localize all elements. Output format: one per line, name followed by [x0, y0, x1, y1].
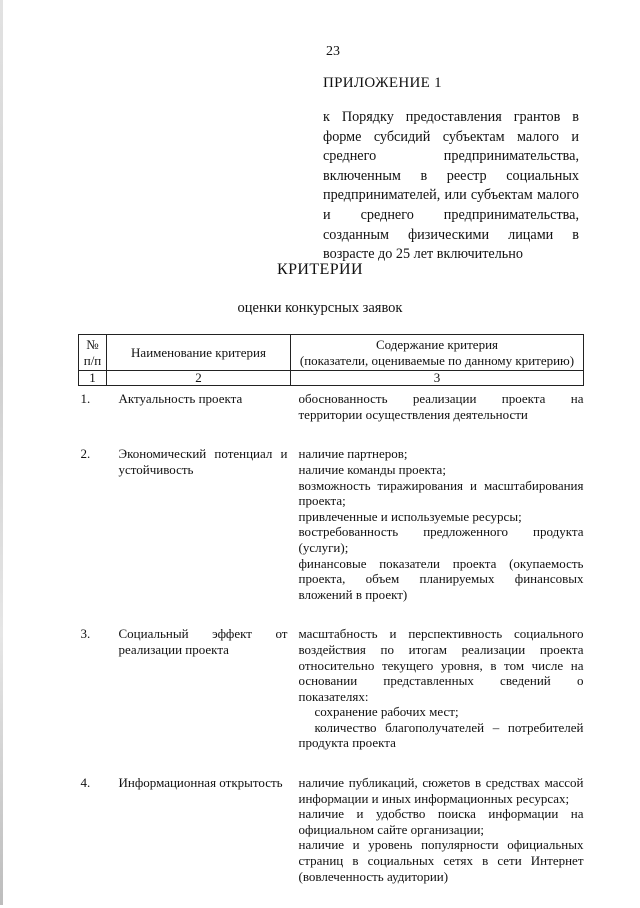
content-line: наличие и удобство поиска информации на официальном сайте организации;: [298, 806, 584, 837]
header-content-line: Содержание критерия: [375, 337, 499, 352]
criterion-content: [291, 626, 584, 775]
criterion-name: Актуальность проекта: [118, 391, 243, 407]
table-row: [79, 446, 584, 626]
column-number-row: [79, 371, 584, 386]
header-number-line: п/п: [83, 352, 102, 368]
criterion-content: [291, 775, 584, 908]
criterion-name: Экономический потенциал и устойчивость: [118, 446, 288, 477]
criterion-name: Информационная открытость: [118, 775, 283, 791]
scan-edge-shadow: [0, 0, 3, 905]
content-line: финансовые показатели проекта (окупаемость проекта, объем планируемых финансовых вложений в проект): [298, 555, 584, 602]
appendix-title: ПРИЛОЖЕНИЕ 1: [323, 75, 442, 91]
content-line: сохранение рабочих мест;: [314, 704, 459, 720]
column-number: 2: [107, 371, 291, 386]
table-row: [79, 386, 584, 447]
header-name-line: Наименование критерия: [131, 344, 266, 360]
content-line: наличие публикаций, сюжетов в средствах массой информации и иных информационных ресурсах;: [298, 775, 584, 806]
row-number: 1.: [80, 391, 91, 407]
document-subtitle: оценки конкурсных заявок: [237, 300, 403, 316]
row-number: 3.: [80, 626, 91, 642]
content-line: обоснованность реализации проекта на территории осуществления деятельности: [298, 391, 584, 422]
appendix-reference-text: к Порядку предоставления грантов в форме субсидий субъектам малого и среднего предпринимательства, включенным в реестр социальных предпринимателей, или субъектам малого и среднего предпринимательства, созданным физическими лицами в возрасте до 25 лет включительно: [323, 109, 579, 263]
header-criterion-name: [107, 335, 291, 371]
column-number: 3: [291, 371, 584, 386]
content-line: наличие команды проекта;: [298, 461, 446, 477]
row-number: 4.: [80, 775, 91, 791]
criteria-table: [78, 334, 584, 908]
row-number: 2.: [80, 446, 91, 462]
table-row: [79, 626, 584, 775]
header-criterion-content: [291, 335, 584, 371]
content-line: наличие и уровень популярности официальных страниц в социальных сетях в сети Интернет (вовлеченность аудитории): [298, 837, 584, 884]
criterion-content: [291, 386, 584, 447]
content-line: возможность тиражирования и масштабирования проекта;: [298, 477, 584, 509]
header-number-line: №: [86, 337, 99, 352]
content-line: привлеченные и используемые ресурсы;: [298, 508, 522, 524]
content-line: масштабность и перспективность социального воздействия по итогам реализации проекта относительно текущего уровня, в том числе на основании представленных сведений о показателях:: [298, 626, 584, 704]
document-title: КРИТЕРИИ: [277, 261, 363, 278]
column-number: 1: [79, 371, 107, 386]
table-header-row: [79, 335, 584, 371]
header-content-line: (показатели, оцениваемые по данному критерию): [299, 352, 575, 368]
criterion-content: [291, 446, 584, 626]
content-line: востребованность предложенного продукта (услуги);: [298, 524, 584, 555]
page-number: 23: [326, 44, 340, 59]
header-number: [79, 335, 107, 371]
table-row: [79, 775, 584, 908]
criterion-name: Социальный эффект от реализации проекта: [118, 626, 288, 657]
content-line: наличие партнеров;: [298, 446, 408, 462]
content-line: количество благополучателей – потребителей продукта проекта: [298, 719, 584, 751]
